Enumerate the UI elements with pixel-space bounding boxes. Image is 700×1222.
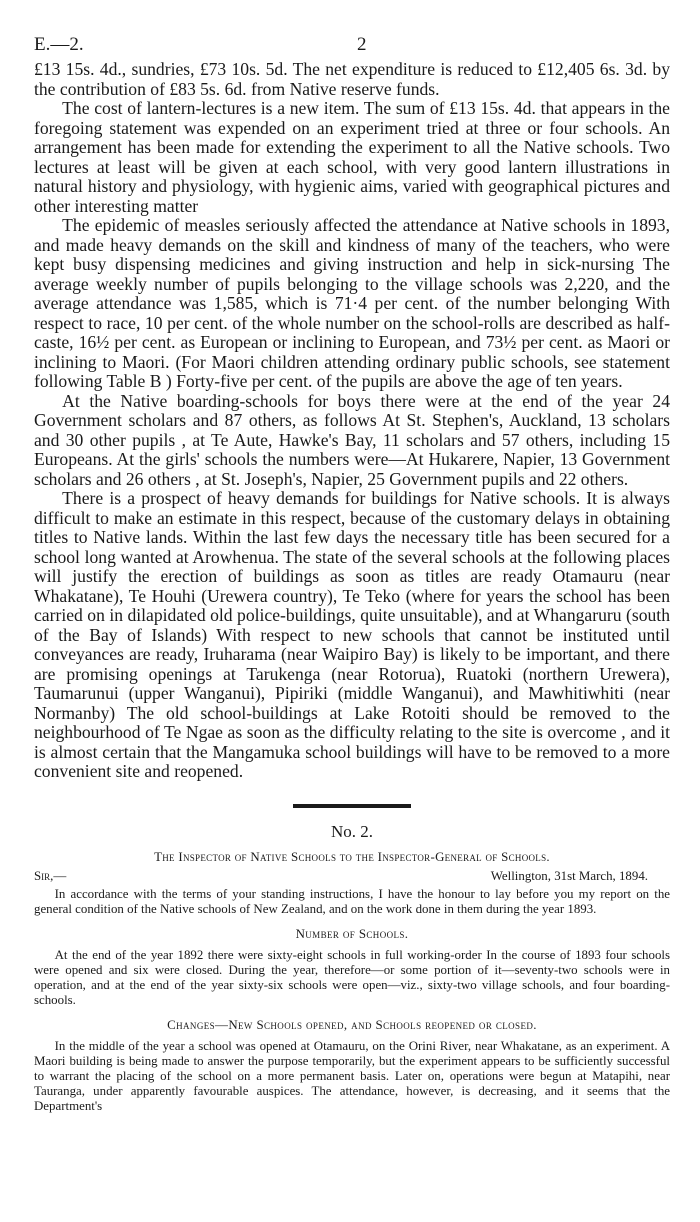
salutation-line xyxy=(34,869,670,885)
report-heading: The Inspector of Native Schools to the Inspector-General of Schools. xyxy=(154,849,550,864)
section-title: Number of Schools. xyxy=(295,926,409,941)
report-text xyxy=(34,887,670,1114)
page-number: 2 xyxy=(357,34,367,55)
salutation: Sir,— xyxy=(34,868,67,883)
main-text xyxy=(34,60,670,782)
paragraph: £13 15s. 4d., sundries, £73 10s. 5d. The net expenditure is reduced to £12,405 6s. 3d. by the contribution of £83 5s. 6d. from Native reserve funds. xyxy=(34,59,670,99)
paragraph: The epidemic of measles seriously affected the attendance at Native schools in 1893, and made heavy demands on the skill and kindness of many of the teachers, who were kept busy dispensing medicines and giving instruction and help in sick-nursing The average weekly number of pupils belonging to the village schools was 2,220, and the average attendance was 1,585, which is 71·4 per cent. of the number belonging With respect to race, 10 per cent. of the whole number on the school-rolls are described as half-caste, 16½ per cent. as European or inclining to European, and 73½ per cent. as Maori or inclining to Maori. (For Maori children attending ordinary public schools, see statement following Table B ) Forty-five per cent. of the pupils are above the age of ten years. xyxy=(34,215,670,391)
paragraph: There is a prospect of heavy demands for buildings for Native schools. It is always difficult to make an estimate in this respect, because of the customary delays in obtaining titles to Native lands. Within the last few days the necessary title has been secured for a school long wanted at Arowhenua. The state of the several schools at the following places will justify the erection of buildings as soon as titles are ready Otamauru (near Whakatane), Te Houhi (Urewera country), Te Teko (where for years the school has been carried on in dilapidated old police-buildings, quite unsuitable), and at Whangaruru (south of the Bay of Islands) With respect to new schools that cannot be instituted until conveyances are ready, Iruharama (near Waipiro Bay) is likely to be important, and there are promising openings at Tarukenga (near Rotorua), Ruatoki (northern Urewera), Taumarunui (upper Wanganui), Pipiriki (middle Wanganui), and Mawhitiwhiti (near Normanby) The old school-buildings at Lake Rotoiti should be removed to the neighbourhood of Te Ngae as soon as the difficulty relating to the site is overcome , and it is almost certain that the Mangamuka school buildings will have to be removed to a more convenient site and reopened. xyxy=(34,488,670,781)
intro-paragraph: In accordance with the terms of your standing instructions, I have the honour to lay before you my report on the general condition of the Native schools of New Zealand, and on the work done in them during the year 1893. xyxy=(34,886,670,916)
paragraph: The cost of lantern-lectures is a new item. The sum of £13 15s. 4d. that appears in the foregoing statement was expended on an experiment tried at three or four schools. An arrangement has been made for extending the experiment to all the Native schools. Two lectures at least will be given at each school, with very good lantern illustrations in natural history and physiology, with hygienic aims, varied with geographical pictures and other interesting matter xyxy=(34,98,670,216)
paragraph: At the Native boarding-schools for boys there were at the end of the year 24 Government scholars and 87 others, as follows At St. Stephen's, Auckland, 13 scholars and 30 other pupils , at Te Aute, Hawke's Bay, 11 scholars and 57 others, including 15 Europeans. At the girls' schools the numbers were—At Hukarere, Napier, 13 Government scholars and 26 others , at St. Joseph's, Napier, 25 Government pupils and 22 others. xyxy=(34,390,670,489)
section-divider xyxy=(293,804,411,808)
report-code: E.—2. xyxy=(34,34,84,55)
paragraph: At the end of the year 1892 there were sixty-eight schools in full working-order In the course of 1893 four schools were opened and six were closed. During the year, therefore—or some portion of it—seventy-two schools were in operation, and at the end of the year sixty-six schools were open—viz., sixty-two village schools, and four boarding-schools. xyxy=(34,947,670,1007)
running-header xyxy=(34,34,670,56)
paragraph: In the middle of the year a school was opened at Otamauru, on the Orini River, near Whakatane, as an experiment. A Maori building is being made to answer the purpose temporarily, but the experiment appears to be sufficiently successful to warrant the placing of the school on a more permanent basis. Later on, operations were begun at Matapihi, near Tauranga, under apparently favourable auspices. The attendance, however, is decreasing, and it seems that the Department's xyxy=(34,1038,670,1113)
report-number: No. 2. xyxy=(330,821,374,841)
place-date: Wellington, 31st March, 1894. xyxy=(490,868,648,883)
section-title: Changes—New Schools opened, and Schools reopened or closed. xyxy=(167,1017,537,1032)
